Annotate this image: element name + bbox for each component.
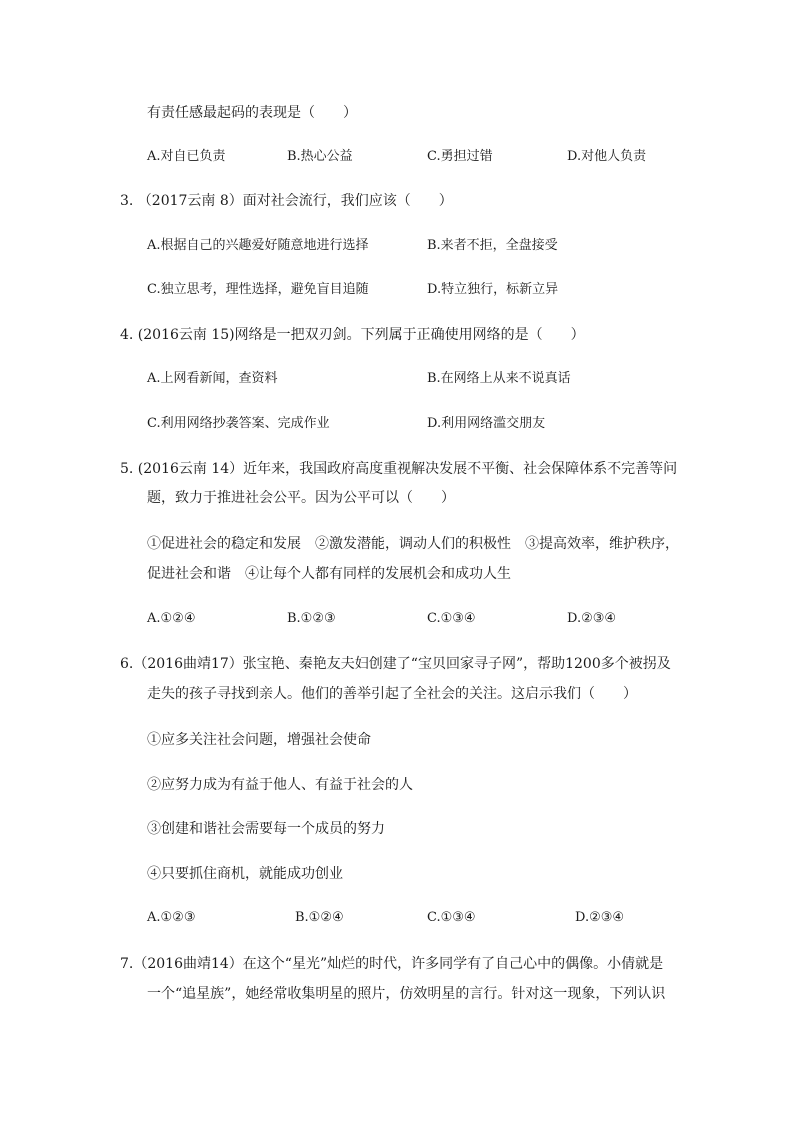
q5-stem-line2: 题，致力于推进社会公平。因为公平可以（ ）: [147, 490, 455, 506]
q5-items-line2: 促进社会和谐 ④让每个人都有同样的发展机会和成功人生: [147, 566, 511, 582]
q3-option-c: C.独立思考，理性选择，避免盲目追随: [147, 282, 369, 297]
q7-stem-line2: 一个“追星族”，她经常收集明星的照片，仿效明星的言行。针对这一现象，下列认识: [147, 986, 666, 1002]
q6-option-a: A.①②③: [147, 910, 196, 925]
q4-option-b: B.在网络上从来不说真话: [427, 371, 571, 386]
q2-option-c: C.勇担过错: [427, 149, 493, 164]
q6-item-2: ②应努力成为有益于他人、有益于社会的人: [147, 777, 413, 793]
q3-stem: 3. （2017云南 8）面对社会流行，我们应该（ ）: [120, 193, 453, 209]
q4-option-a: A.上网看新闻，查资料: [147, 371, 278, 386]
q6-item-3: ③创建和谐社会需要每一个成员的努力: [147, 821, 385, 837]
q6-item-1: ①应多关注社会问题，增强社会使命: [147, 732, 371, 748]
q3-option-b: B.来者不拒，全盘接受: [427, 238, 558, 253]
q4-stem: 4. (2016云南 15)网络是一把双刃剑。下列属于正确使用网络的是（ ）: [120, 327, 585, 343]
q3-option-d: D.特立独行，标新立异: [427, 282, 559, 297]
q5-option-a: A.①②④: [147, 611, 196, 626]
q4-option-d: D.利用网络滥交朋友: [427, 416, 546, 431]
q3-option-a: A.根据自己的兴趣爱好随意地进行选择: [147, 238, 369, 253]
q2-option-b: B.热心公益: [287, 149, 353, 164]
q6-option-d: D.②③④: [575, 910, 625, 925]
q6-item-4: ④只要抓住商机，就能成功创业: [147, 866, 343, 882]
q5-option-c: C.①③④: [427, 611, 476, 626]
q5-option-b: B.①②③: [287, 611, 336, 626]
q6-option-c: C.①③④: [427, 910, 476, 925]
q2-option-d: D.对他人负责: [567, 149, 647, 164]
q2-stem: 有责任感最起码的表现是（ ）: [147, 105, 357, 121]
q6-stem-line2: 走失的孩子寻找到亲人。他们的善举引起了全社会的关注。这启示我们（ ）: [147, 686, 637, 702]
q6-option-b: B.①②④: [295, 910, 344, 925]
q5-stem-line1: 5. (2016云南 14）近年来，我国政府高度重视解决发展不平衡、社会保障体系不完善等问: [120, 461, 678, 477]
q7-stem-line1: 7.（2016曲靖14）在这个“星光”灿烂的时代，许多同学有了自己心中的偶像。小倩就是: [120, 956, 664, 972]
q4-option-c: C.利用网络抄袭答案、完成作业: [147, 416, 330, 431]
q5-option-d: D.②③④: [567, 611, 617, 626]
q5-items-line1: ①促进社会的稳定和发展 ②激发潜能，调动人们的积极性 ③提高效率，维护秩序，: [147, 536, 679, 552]
q6-stem-line1: 6.（2016曲靖17）张宝艳、秦艳友夫妇创建了“宝贝回家寻子网”，帮助1200多个被拐及: [120, 656, 671, 672]
q2-option-a: A.对自已负责: [147, 149, 226, 164]
